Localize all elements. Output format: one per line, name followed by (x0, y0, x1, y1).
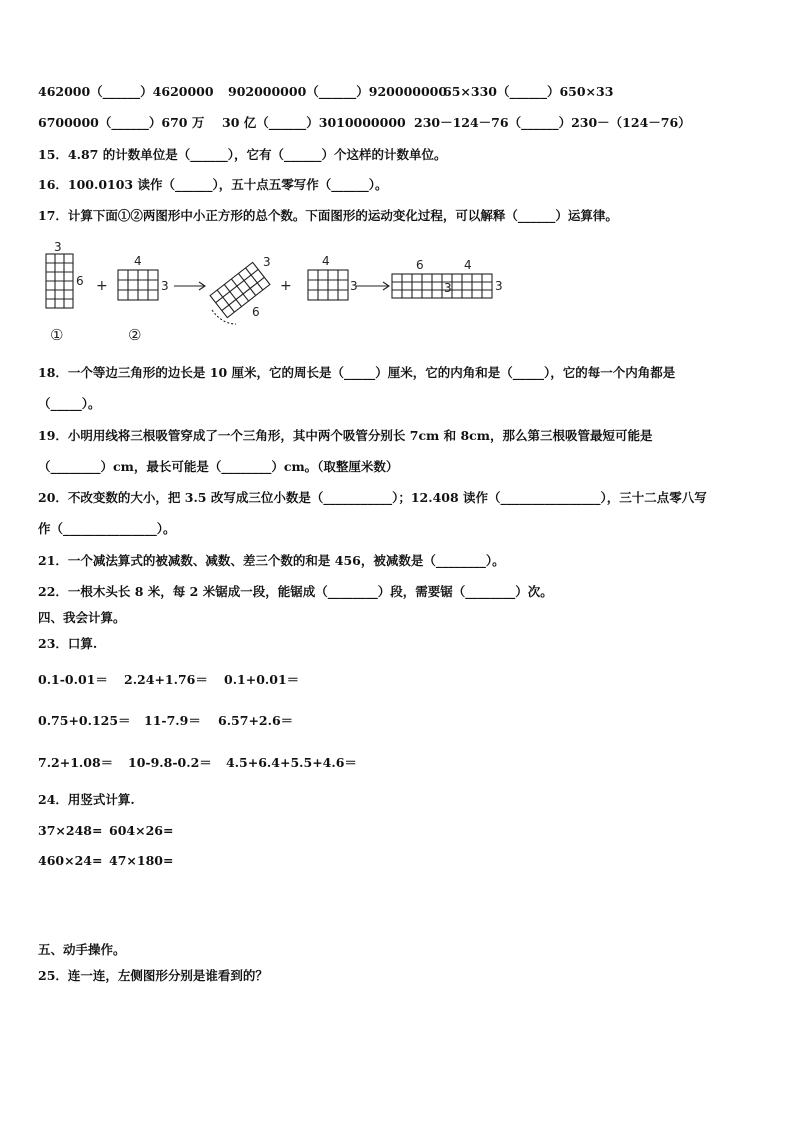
grid-figure-4 (308, 270, 348, 300)
compare-item: 30 亿（______）3010000000 (222, 115, 406, 130)
result-top-label-1: 6 (416, 258, 424, 272)
fig4-top-label: 4 (322, 254, 330, 268)
fig1-top-label: 3 (54, 240, 62, 254)
question-20-line-2: 作（_______________）。 (38, 521, 176, 536)
vertical-item: 47×180= (109, 853, 174, 868)
grid-result (392, 274, 492, 298)
rotation-arc-icon (212, 310, 236, 324)
question-18-line-2: （_____）。 (38, 396, 101, 411)
question-24: 24．用竖式计算. (38, 792, 135, 807)
grid-figure-2 (118, 270, 158, 300)
oral-item: 2.24+1.76＝ (124, 672, 208, 687)
question-19-line-1: 19．小明用线将三根吸管穿成了一个三角形，其中两个吸管分别长 7cm 和 8cm，那么第三根吸管最短可能是 (38, 428, 653, 443)
question-17: 17．计算下面①②两图形中小正方形的总个数。下面图形的运动变化过程，可以解释（______）运算律。 (38, 208, 618, 223)
oral-item: 0.1-0.01＝ (38, 672, 108, 687)
oral-item: 4.5+6.4+5.5+4.6＝ (226, 755, 357, 770)
plus-sign: + (280, 278, 292, 294)
question-18-line-1: 18．一个等边三角形的边长是 10 厘米，它的周长是（_____）厘米，它的内角和是（_____），它的每一个内角都是 (38, 365, 676, 380)
rotated-grid-figure (210, 262, 270, 317)
fig2-side-label: 3 (161, 279, 169, 293)
question-21: 21．一个减法算式的被减数、减数、差三个数的和是 456，被减数是（________）。 (38, 553, 505, 568)
compare-item: 6700000（______）670 万 (38, 115, 205, 130)
compare-item: 65×330（______）650×33 (443, 84, 614, 99)
result-side-label: 3 (495, 279, 503, 293)
fig2-tag: ② (128, 326, 142, 344)
question-15: 15．4.87 的计数单位是（______），它有（______）个这样的计数单位。 (38, 147, 447, 162)
question-19-line-2: （________）cm，最长可能是（________）cm。（取整厘米数） (38, 459, 399, 474)
oral-item: 0.75+0.125＝ (38, 713, 131, 728)
oral-item: 11-7.9＝ (144, 713, 201, 728)
rot-side-label-2: 6 (252, 305, 260, 319)
question-23: 23．口算. (38, 636, 98, 651)
fig2-top-label: 4 (134, 254, 142, 268)
compare-item: 230－124－76（______）230－（124－76） (414, 115, 691, 130)
rot-side-label-1: 3 (263, 255, 271, 269)
arrow-right-icon (356, 282, 389, 290)
plus-sign: + (96, 278, 108, 294)
arrow-right-icon (174, 282, 205, 290)
fig1-tag: ① (50, 326, 64, 344)
grid-figure-1 (46, 254, 73, 308)
vertical-item: 604×26= (109, 823, 174, 838)
oral-item: 10-9.8-0.2＝ (128, 755, 212, 770)
question-25: 25．连一连，左侧图形分别是谁看到的？ (38, 968, 268, 983)
compare-item: 462000（______）4620000 (38, 84, 214, 99)
question-16: 16．100.0103 读作（______），五十点五零写作（______）。 (38, 177, 388, 192)
question-20-line-1: 20．不改变数的大小，把 3.5 改写成三位小数是（___________）；12.408 读作（________________），三十二点零八写 (38, 490, 707, 505)
compare-item: 902000000（______）920000000 (228, 84, 448, 99)
fig1-side-label: 6 (76, 274, 84, 288)
q17-figure (36, 240, 516, 346)
vertical-item: 460×24= (38, 853, 103, 868)
oral-item: 7.2+1.08＝ (38, 755, 114, 770)
question-22: 22．一根木头长 8 米，每 2 米锯成一段，能锯成（________）段，需要锯（________）次。 (38, 584, 553, 599)
oral-item: 0.1+0.01＝ (224, 672, 300, 687)
oral-item: 6.57+2.6＝ (218, 713, 294, 728)
fig4-side-label: 3 (350, 279, 358, 293)
vertical-item: 37×248= (38, 823, 103, 838)
section-5-heading: 五、动手操作。 (38, 942, 126, 957)
section-4-heading: 四、我会计算。 (38, 610, 126, 625)
result-mid-label: 3 (444, 281, 452, 295)
result-top-label-2: 4 (464, 258, 472, 272)
